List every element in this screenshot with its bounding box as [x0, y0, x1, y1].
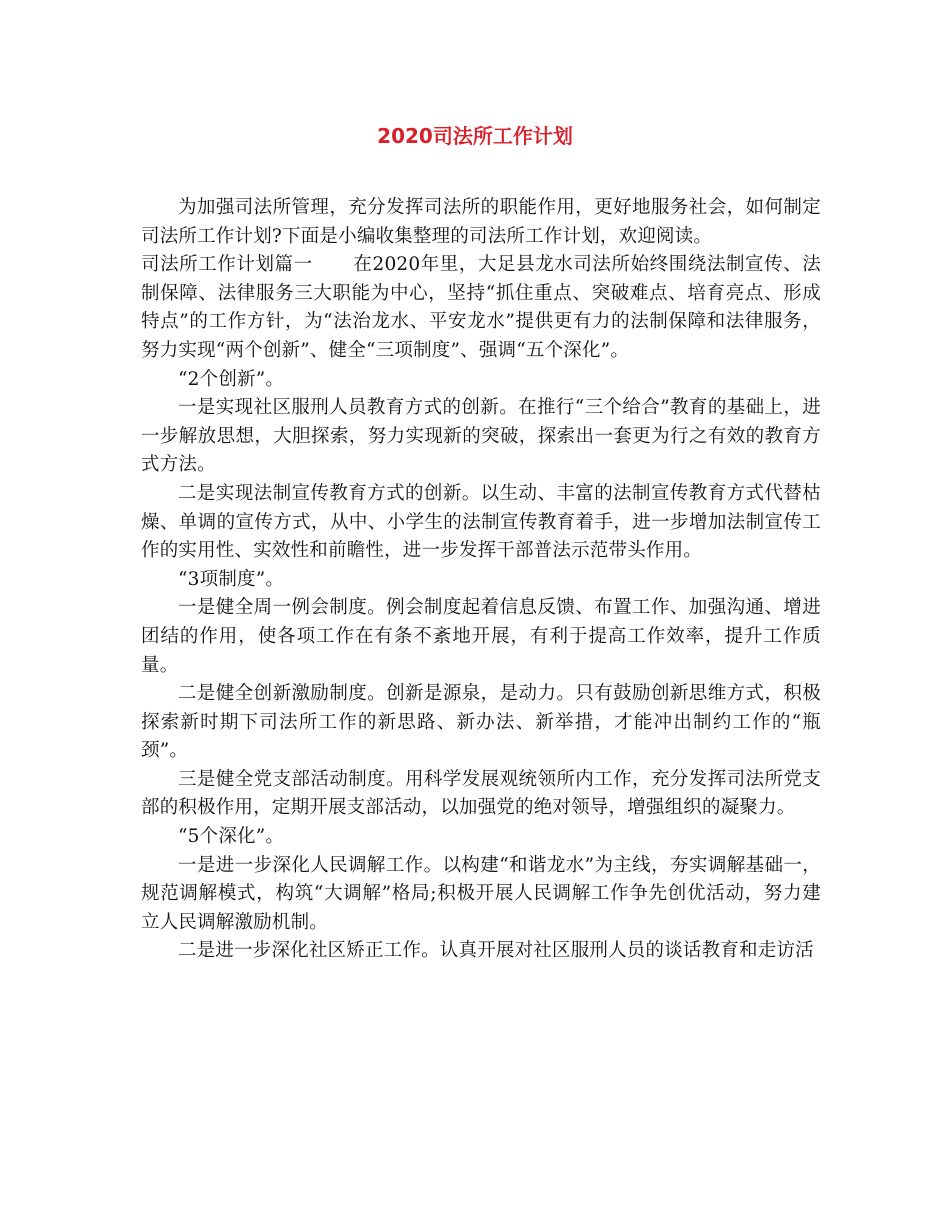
paragraph-innovation-2: 二是实现法制宣传教育方式的创新。以生动、丰富的法制宣传教育方式代替枯燥、单调的宣传方式，从中、小学生的法制宣传教育着手，进一步增加法制宣传工作的实用性、实效性和前瞻性，进一步发挥干部普法示范带头作用。	[141, 482, 821, 562]
heading-five-deepening: “5个深化”。	[178, 826, 285, 848]
paragraph-deepen-2: 二是进一步深化社区矫正工作。认真开展对社区服刑人员的谈话教育和走访活	[178, 940, 814, 962]
heading-three-systems: “3项制度”。	[178, 568, 285, 590]
paragraph-system-3: 三是健全党支部活动制度。用科学发展观统领所内工作，充分发挥司法所党支部的积极作用，定期开展支部活动，以加强党的绝对领导，增强组织的凝聚力。	[141, 768, 821, 819]
paragraph-deepen-1: 一是进一步深化人民调解工作。以构建“和谐龙水”为主线，夯实调解基础一，规范调解模式，构筑“大调解”格局;积极开展人民调解工作争先创优活动，努力建立人民调解激励机制。	[141, 854, 821, 933]
heading-two-innovations: “2个创新”。	[178, 368, 285, 390]
section-lead-label: 司法所工作计划篇一	[141, 254, 313, 276]
paragraph-plan-one	[141, 251, 821, 365]
paragraph-innovation-1: 一是实现社区服刑人员教育方式的创新。在推行“三个给合”教育的基础上，进一步解放思想，大胆探索，努力实现新的突破，探索出一套更为行之有效的教育方式方法。	[141, 397, 821, 476]
paragraph-system-2: 二是健全创新激励制度。创新是源泉，是动力。只有鼓励创新思维方式，积极探索新时期下司法所工作的新思路、新办法、新举措，才能冲出制约工作的“瓶颈”。	[141, 683, 821, 762]
paragraph-system-1: 一是健全周一例会制度。例会制度起着信息反馈、布置工作、加强沟通、增进团结的作用，使各项工作在有条不紊地开展，有利于提高工作效率，提升工作质量。	[141, 597, 821, 676]
paragraph-plan-one-text: 在2020年里，大足县龙水司法所始终围绕法制宣传、法制保障、法律服务三大职能为中心，坚持“抓住重点、突破难点、培育亮点、形成特点”的工作方针，为“法治龙水、平安龙水”提供更有力的法制保障和法律服务，努力实现“两个创新”、健全“三项制度”、强调“五个深化”。	[141, 254, 821, 361]
document-body	[141, 194, 821, 966]
document-title: 2020司法所工作计划	[377, 124, 573, 148]
paragraph-intro: 为加强司法所管理，充分发挥司法所的职能作用，更好地服务社会，如何制定司法所工作计划?下面是小编收集整理的司法所工作计划，欢迎阅读。	[141, 197, 821, 247]
